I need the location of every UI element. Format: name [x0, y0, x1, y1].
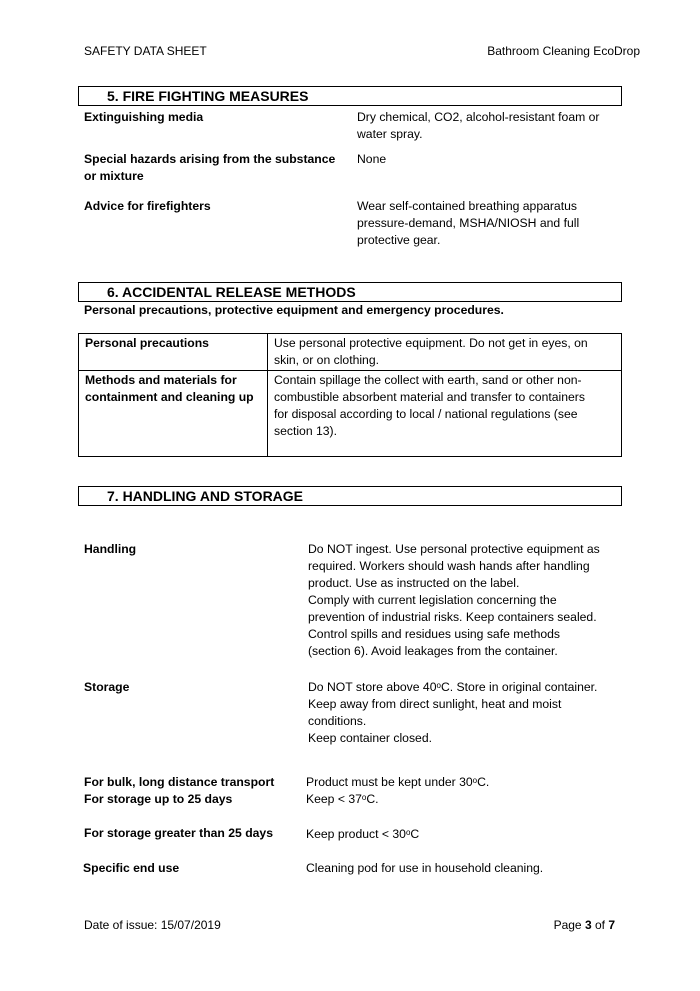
advice-line-3: protective gear. [357, 233, 441, 247]
header-product-name: Bathroom Cleaning EcoDrop [487, 44, 640, 58]
page-number [554, 918, 615, 932]
special-hazards-label [84, 151, 335, 185]
advice-line-1: Wear self-contained breathing apparatus [357, 199, 577, 213]
bulk-value-line-2-rest: C. [366, 792, 379, 806]
containment-label-line-2: containment and cleaning up [85, 390, 254, 404]
specific-end-use-label: Specific end use [83, 861, 180, 875]
bulk-value-line-1-text: Product must be kept under 30 [306, 775, 473, 789]
handling-line-1: Do NOT ingest. Use personal protective equipment as [308, 542, 600, 556]
storage-value [308, 679, 597, 747]
handling-line-6: Control spills and residues using safe methods [308, 627, 561, 641]
advice-line-2: pressure-demand, MSHA/NIOSH and full [357, 216, 580, 230]
specific-end-use-value: Cleaning pod for use in household cleaning. [306, 861, 544, 875]
personal-precautions-line-2: skin, or on clothing. [274, 353, 380, 367]
degree-symbol: o [405, 828, 411, 837]
degree-symbol: o [436, 681, 441, 690]
storage-line-1 [308, 679, 597, 696]
storage-line-4: Keep container closed. [308, 731, 432, 745]
page-current: 3 [584, 918, 592, 932]
degree-symbol: o [472, 776, 478, 785]
table-row [79, 334, 622, 371]
section-5-title: 5. FIRE FIGHTING MEASURES [78, 86, 622, 106]
storage-greater-text: Keep product < 30 [306, 827, 406, 841]
handling-value [308, 541, 600, 660]
special-hazards-label-line-2: or mixture [84, 169, 144, 183]
extinguishing-media-line-2: water spray. [357, 127, 423, 141]
bulk-value-line-2 [306, 791, 489, 808]
containment-line-4: section 13). [274, 424, 338, 438]
accidental-release-table [78, 333, 622, 457]
extinguishing-media-label: Extinguishing media [84, 110, 204, 124]
page-of: of [591, 918, 609, 932]
special-hazards-label-line-1: Special hazards arising from the substance [84, 152, 336, 166]
handling-line-2: required. Workers should wash hands after handling [308, 559, 590, 573]
storage-greater-rest: C [410, 827, 420, 841]
containment-line-2: combustible absorbent material and transfer to containers [274, 390, 585, 404]
section-6-title: 6. ACCIDENTAL RELEASE METHODS [78, 282, 622, 302]
storage-greater-label: For storage greater than 25 days [84, 826, 273, 840]
containment-line-1: Contain spillage the collect with earth, sand or other non- [274, 373, 582, 387]
storage-line-2: Keep away from direct sunlight, heat and moist [308, 697, 562, 711]
bulk-transport-label [84, 774, 274, 808]
bulk-value-line-1 [306, 774, 489, 791]
containment-label-line-1: Methods and materials for [85, 373, 237, 387]
extinguishing-media-value [357, 109, 599, 143]
storage-greater-value [306, 826, 419, 843]
header-document-type: SAFETY DATA SHEET [84, 44, 207, 58]
section-6-subtitle: Personal precautions, protective equipment and emergency procedures. [84, 303, 504, 317]
date-of-issue: Date of issue: 15/07/2019 [84, 918, 221, 932]
section-7-title: 7. HANDLING AND STORAGE [78, 486, 622, 506]
containment-line-3: for disposal according to local / national regulations (see [274, 407, 578, 421]
bulk-value-line-1-rest: C. [477, 775, 490, 789]
page-prefix: Page [553, 918, 585, 932]
handling-line-5: prevention of industrial risks. Keep containers sealed. [308, 610, 597, 624]
handling-line-3: product. Use as instructed on the label. [308, 576, 520, 590]
storage-line-1-text: Do NOT store above 40 [308, 680, 437, 694]
personal-precautions-line-1: Use personal protective equipment. Do not get in eyes, on [274, 336, 588, 350]
advice-firefighters-label: Advice for firefighters [84, 199, 211, 213]
advice-firefighters-value [357, 198, 579, 249]
storage-line-3: conditions. [308, 714, 367, 728]
handling-line-4: Comply with current legislation concerning the [308, 593, 557, 607]
bulk-label-line-2: For storage up to 25 days [84, 792, 233, 806]
handling-label: Handling [84, 542, 137, 556]
personal-precautions-value [268, 334, 622, 371]
table-row [79, 371, 622, 457]
bulk-value-line-2-text: Keep < 37 [306, 792, 362, 806]
handling-line-7: (section 6). Avoid leakages from the container. [308, 644, 558, 658]
containment-label [79, 371, 268, 457]
personal-precautions-label: Personal precautions [79, 334, 268, 371]
page-total: 7 [608, 918, 615, 932]
storage-line-1-rest: C. Store in original container. [440, 680, 598, 694]
extinguishing-media-line-1: Dry chemical, CO2, alcohol-resistant foam or [357, 110, 600, 124]
special-hazards-value: None [357, 152, 387, 166]
degree-symbol: o [361, 793, 367, 802]
containment-value [268, 371, 622, 457]
bulk-label-line-1: For bulk, long distance transport [84, 775, 275, 789]
storage-label: Storage [84, 680, 130, 694]
bulk-transport-value [306, 774, 489, 808]
